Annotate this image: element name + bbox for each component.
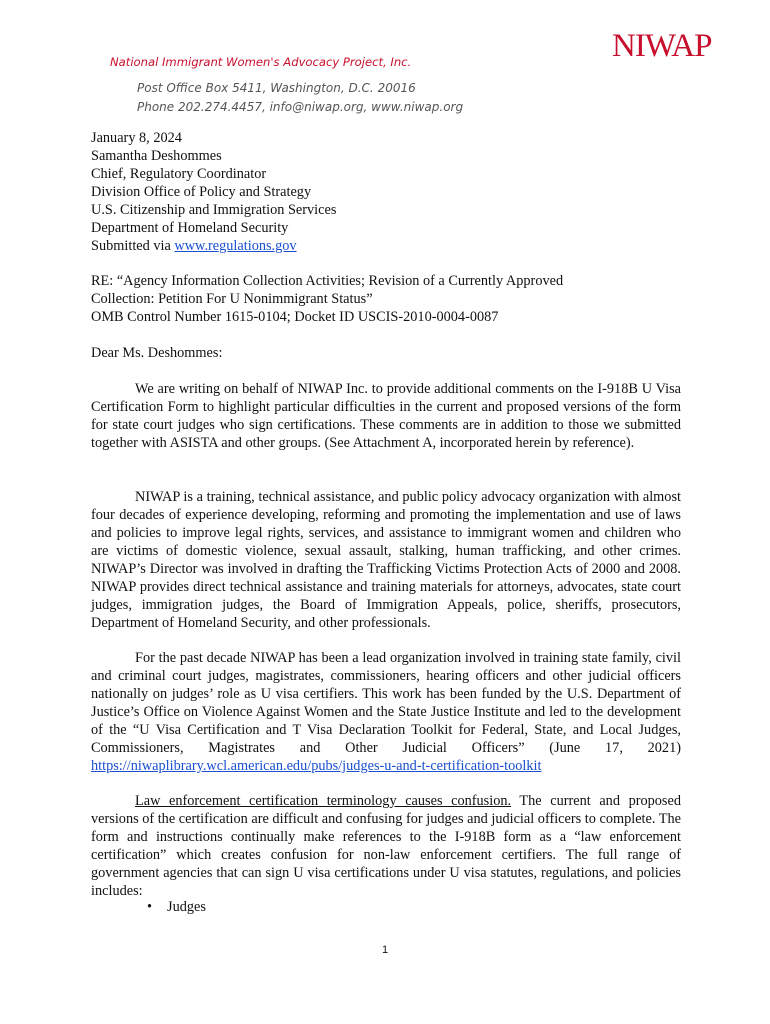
toolkit-link[interactable]: https://niwaplibrary.wcl.american.edu/pubs/judges-u-and-t-certification-toolkit — [91, 758, 542, 774]
address-line: Post Office Box 5411, Washington, D.C. 20016 — [137, 81, 416, 95]
contact-line: Phone 202.274.4457, info@niwap.org, www.niwap.org — [137, 100, 464, 114]
salutation: Dear Ms. Deshommes: — [91, 345, 223, 361]
page-number: 1 — [381, 944, 389, 956]
niwap-logo: NIWAP — [612, 28, 712, 64]
regulations-link[interactable]: www.regulations.gov — [174, 238, 297, 254]
recipient-name: Samantha Deshommes — [91, 148, 222, 164]
re-block — [91, 272, 681, 326]
list-item — [147, 898, 206, 916]
letter-date: January 8, 2024 — [91, 130, 182, 146]
submitted-prefix: Submitted via — [91, 238, 175, 254]
bullet-text: Judges — [167, 899, 206, 915]
recipient-division: Division Office of Policy and Strategy — [91, 184, 312, 200]
re-line-1: RE: “Agency Information Collection Activities; Revision of a Currently Approved — [91, 273, 564, 289]
re-line-3: OMB Control Number 1615-0104; Docket ID USCIS-2010-0004-0087 — [91, 309, 499, 325]
paragraph-3-text: For the past decade NIWAP has been a lead organization involved in training state family, civil and criminal court judges, magistrates, commissioners, hearing officers and other judicial officers nationally on judges’ role as U visa certifiers. This work has been funded by the U.S. Department of Justice’s Office on Violence Against Women and the State Justice Institute and led to the development of the “U Visa Certification and T Visa Declaration Toolkit for Federal, State, and Local Judges, Commissioners, Magistrates and Other Judicial Officers” (June 17, 2021) — [91, 650, 681, 756]
paragraph-2: NIWAP is a training, technical assistance, and public policy advocacy organization with almost four decades of experience developing, reforming and promoting the implementation and use of laws and policies to improve legal rights, services, and assistance to immigrant women and children who are victims of domestic violence, sexual assault, stalking, human trafficking, and other crimes. NIWAP’s Director was involved in drafting the Trafficking Victims Protection Acts of 2000 and 2008. NIWAP provides direct technical assistance and training materials for attorneys, advocates, state court judges, immigration judges, the Board of Immigration Appeals, police, sheriffs, prosecutors, Department of Homeland Security, and other professionals. — [91, 489, 681, 631]
re-line-2: Collection: Petition For U Nonimmigrant Status” — [91, 291, 373, 307]
recipient-department: Department of Homeland Security — [91, 220, 289, 236]
paragraph-4-heading: Law enforcement certification terminology causes confusion. — [135, 793, 512, 809]
bullet-icon: • — [147, 899, 153, 915]
recipient-block — [91, 129, 681, 255]
paragraph-4-text: The current and proposed versions of the certification are difficult and confusing for judges and judicial officers to complete. The form and instructions continually make references to the I-918B form as a “law enforcement certification” which creates confusion for non-law enforcement certifiers. The full range of government agencies that can sign U visa certifications under U visa statutes, regulations, and policies includes: — [91, 793, 681, 899]
recipient-title: Chief, Regulatory Coordinator — [91, 166, 267, 182]
org-name: National Immigrant Women's Advocacy Project, Inc. — [110, 55, 412, 69]
paragraph-4 — [91, 792, 681, 900]
submitted-via — [91, 237, 681, 255]
paragraph-1: We are writing on behalf of NIWAP Inc. to provide additional comments on the I-918B U Visa Certification Form to highlight particular difficulties in the current and proposed versions of the form for state court judges who sign certifications. These comments are in addition to those we submitted together with ASISTA and other groups. (See Attachment A, incorporated herein by reference). — [91, 381, 681, 451]
recipient-agency: U.S. Citizenship and Immigration Services — [91, 202, 337, 218]
paragraph-3 — [91, 649, 681, 775]
